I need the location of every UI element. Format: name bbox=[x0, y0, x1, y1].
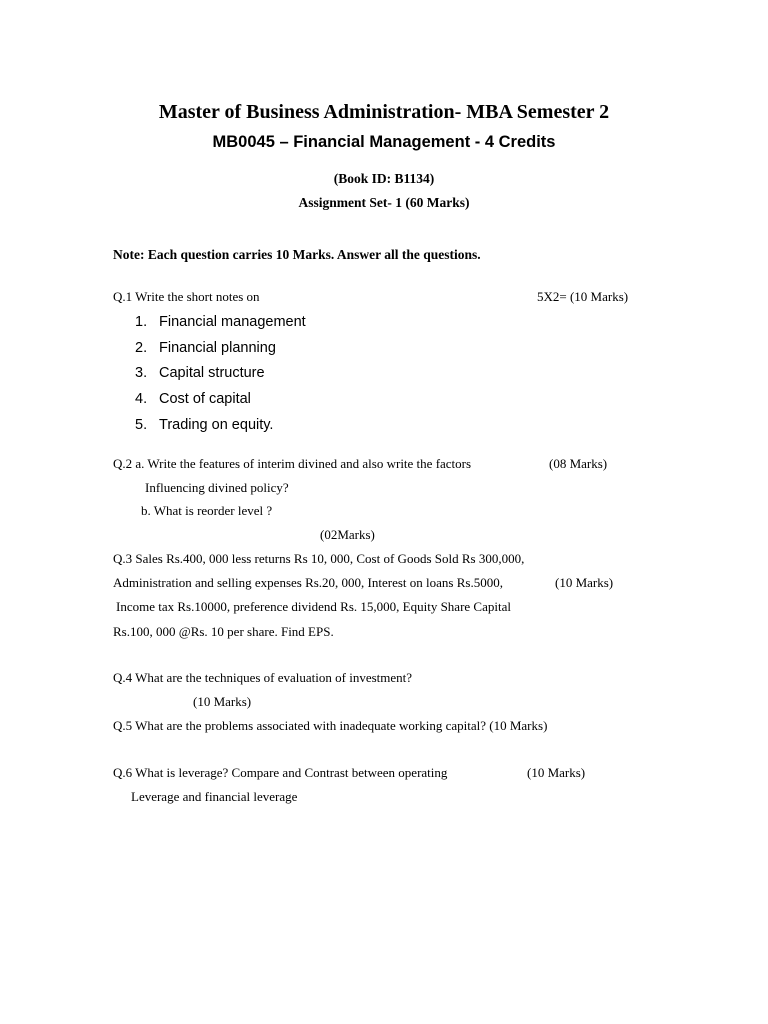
question-3-marks: (10 Marks) bbox=[555, 575, 614, 590]
list-item-number: 4. bbox=[135, 391, 148, 407]
program-title: Master of Business Administration- MBA Semester 2 bbox=[158, 101, 610, 123]
list-item-label: Cost of capital bbox=[159, 391, 251, 407]
question-2a-marks: (08 Marks) bbox=[549, 456, 608, 471]
question-2a-text: Q.2 a. Write the features of interim divined and also write the factors bbox=[113, 456, 472, 471]
question-5-text: Q.5 What are the problems associated with inadequate working capital? (10 Marks) bbox=[113, 718, 548, 733]
list-item-label: Financial planning bbox=[159, 340, 276, 356]
question-3-line-1: Q.3 Sales Rs.400, 000 less returns Rs 10, 000, Cost of Goods Sold Rs 300,000, bbox=[113, 551, 525, 566]
question-6-marks: (10 Marks) bbox=[527, 765, 586, 780]
question-1-text: Q.1 Write the short notes on bbox=[113, 289, 260, 304]
question-1-marks: 5X2= (10 Marks) bbox=[537, 289, 629, 304]
question-4-marks: (10 Marks) bbox=[193, 694, 252, 709]
list-item-number: 5. bbox=[135, 417, 148, 433]
list-item-label: Financial management bbox=[159, 314, 306, 330]
instructions-note: Note: Each question carries 10 Marks. Answer all the questions. bbox=[113, 247, 481, 262]
question-3-line-4: Rs.100, 000 @Rs. 10 per share. Find EPS. bbox=[113, 624, 334, 639]
book-id: (Book ID: B1134) bbox=[333, 171, 435, 186]
question-6-continuation: Leverage and financial leverage bbox=[131, 789, 298, 804]
question-2b-marks: (02Marks) bbox=[320, 527, 375, 542]
question-6-text: Q.6 What is leverage? Compare and Contrast between operating bbox=[113, 765, 448, 780]
list-item-number: 1. bbox=[135, 314, 148, 330]
assignment-set: Assignment Set- 1 (60 Marks) bbox=[298, 195, 470, 210]
course-title: MB0045 – Financial Management - 4 Credits bbox=[212, 133, 556, 151]
list-item-number: 3. bbox=[135, 365, 148, 381]
list-item-label: Capital structure bbox=[159, 365, 265, 381]
list-item-label: Trading on equity. bbox=[159, 417, 274, 433]
question-3-line-2: Administration and selling expenses Rs.20, 000, Interest on loans Rs.5000, bbox=[113, 575, 503, 590]
question-3-line-3: Income tax Rs.10000, preference dividend Rs. 15,000, Equity Share Capital bbox=[116, 599, 511, 614]
list-item-number: 2. bbox=[135, 340, 148, 356]
question-2b-text: b. What is reorder level ? bbox=[141, 503, 273, 518]
question-4-text: Q.4 What are the techniques of evaluation of investment? bbox=[113, 670, 413, 685]
question-2a-continuation: Influencing divined policy? bbox=[145, 480, 289, 495]
